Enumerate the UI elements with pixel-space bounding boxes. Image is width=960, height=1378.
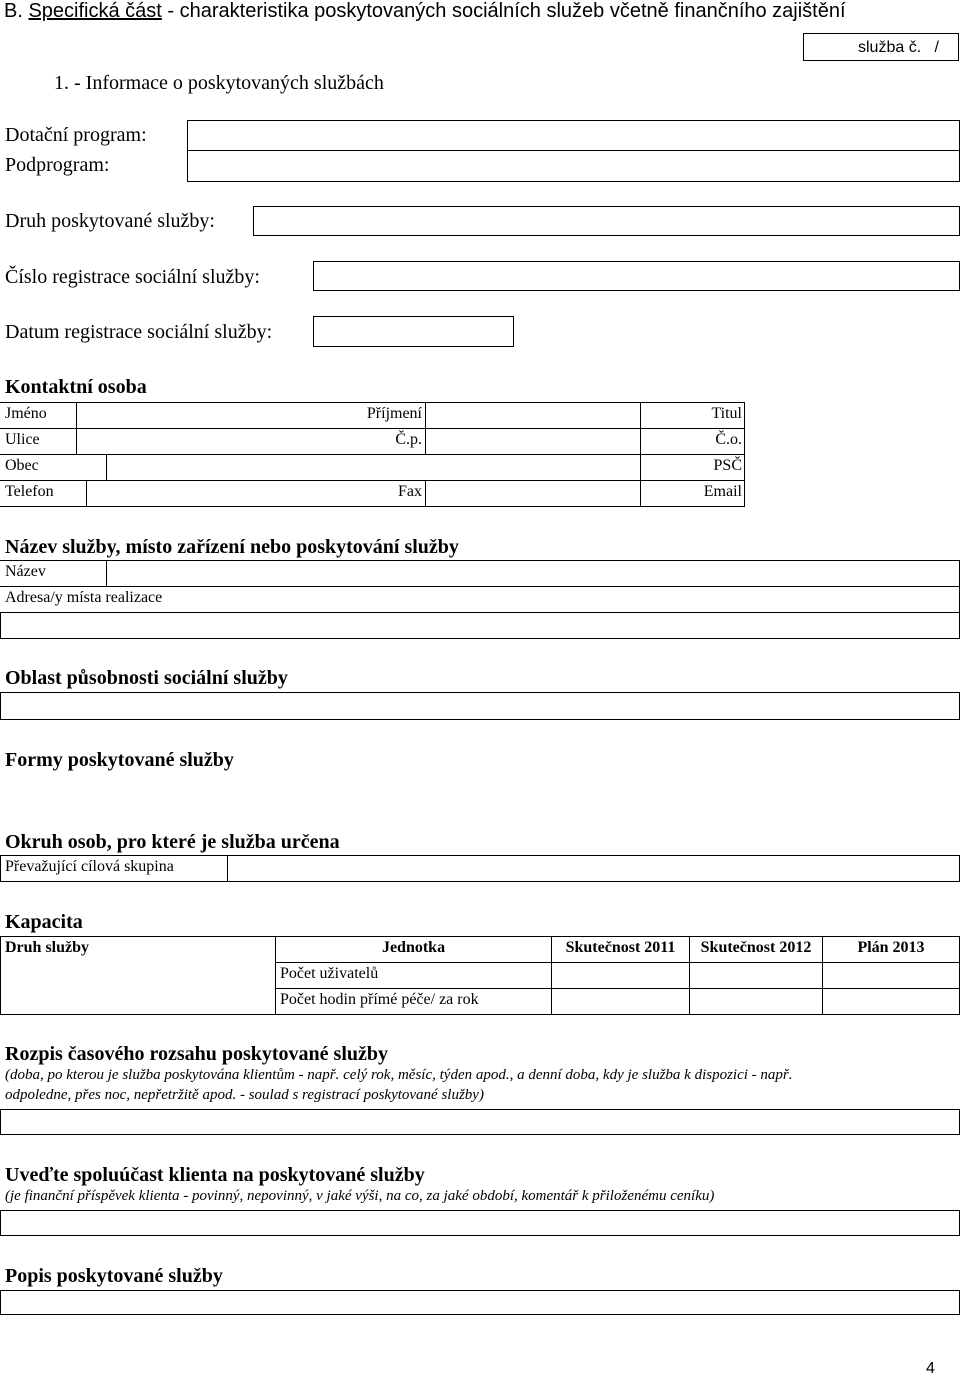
jmeno-label: Jméno — [5, 405, 47, 422]
program-divider — [187, 150, 960, 151]
kapacita-row-uzivatelu: Počet uživatelů — [280, 965, 379, 982]
kapacita-header-skutecnost-2012: Skutečnost 2012 — [700, 939, 812, 956]
nazev-label: Název — [5, 563, 46, 580]
cislo-input[interactable] — [313, 261, 960, 291]
spoluucast-input[interactable] — [0, 1210, 960, 1236]
kapacita-header-skutecnost-2011: Skutečnost 2011 — [565, 939, 676, 956]
oblast-input[interactable] — [0, 692, 960, 720]
druh-input[interactable] — [253, 206, 960, 236]
okruh-divider — [227, 855, 228, 882]
ulice-label: Ulice — [5, 431, 40, 448]
rozpis-note-line1: (doba, po kterou je služba poskytována klientům - např. celý rok, měsíc, týden apod., a denní doba, kdy je služba k dispozici - např. — [5, 1067, 793, 1083]
adresa-label: Adresa/y místa realizace — [5, 589, 163, 606]
section-title: 1. - Informace o poskytovaných službách — [54, 72, 384, 94]
kapacita-header-plan-2013: Plán 2013 — [857, 939, 925, 956]
page-number: 4 — [926, 1360, 935, 1377]
cp-label: Č.p. — [395, 431, 422, 448]
kapacita-row-hodin: Počet hodin přímé péče/ za rok — [280, 991, 479, 1008]
header-underlined: Specifická část — [28, 0, 162, 22]
popis-input[interactable] — [0, 1290, 960, 1315]
telefon-label: Telefon — [5, 483, 54, 500]
cislo-label: Číslo registrace sociální služby: — [5, 266, 260, 288]
page-header — [4, 0, 846, 23]
dotacni-program-label: Dotační program: — [5, 124, 147, 146]
oblast-title: Oblast působnosti sociální služby — [5, 667, 288, 689]
co-label: Č.o. — [715, 431, 742, 448]
kapacita-title: Kapacita — [5, 911, 83, 933]
service-number-label: služba č. / — [858, 39, 939, 56]
program-fields[interactable] — [187, 120, 960, 182]
service-number-box[interactable] — [803, 33, 959, 61]
rozpis-title: Rozpis časového rozsahu poskytované služby — [5, 1043, 389, 1065]
header-rest: - charakteristika poskytovaných sociálních služeb včetně finančního zajištění — [161, 0, 846, 22]
okruh-title: Okruh osob, pro které je služba určena — [5, 831, 340, 853]
psc-label: PSČ — [713, 457, 742, 474]
podprogram-label: Podprogram: — [5, 154, 110, 176]
formy-title: Formy poskytované služby — [5, 749, 234, 771]
druh-label: Druh poskytované služby: — [5, 210, 215, 232]
datum-input[interactable] — [313, 316, 514, 347]
kapacita-header-druh: Druh služby — [5, 939, 90, 956]
nazev-section-title: Název služby, místo zařízení nebo poskytování služby — [5, 536, 459, 558]
rozpis-note-line2: odpoledne, přes noc, nepřetržitě apod. - soulad s registrací poskytované služby) — [5, 1087, 484, 1103]
contact-title: Kontaktní osoba — [5, 376, 147, 398]
fax-label: Fax — [398, 483, 422, 500]
datum-label: Datum registrace sociální služby: — [5, 321, 273, 343]
spoluucast-title: Uveďte spoluúčast klienta na poskytované služby — [5, 1164, 425, 1186]
prijmeni-label: Příjmení — [366, 405, 422, 422]
header-prefix: B. — [4, 0, 23, 22]
obec-label: Obec — [5, 457, 39, 474]
spoluucast-note: (je finanční příspěvek klienta - povinný, nepovinný, v jaké výši, na co, za jaké období, komentář k přiloženému ceníku) — [5, 1188, 715, 1204]
email-label: Email — [703, 483, 742, 500]
titul-label: Titul — [711, 405, 742, 422]
rozpis-input[interactable] — [0, 1109, 960, 1135]
okruh-label: Převažující cílová skupina — [5, 858, 174, 875]
kapacita-header-jednotka: Jednotka — [381, 939, 446, 956]
popis-title: Popis poskytované služby — [5, 1265, 223, 1287]
